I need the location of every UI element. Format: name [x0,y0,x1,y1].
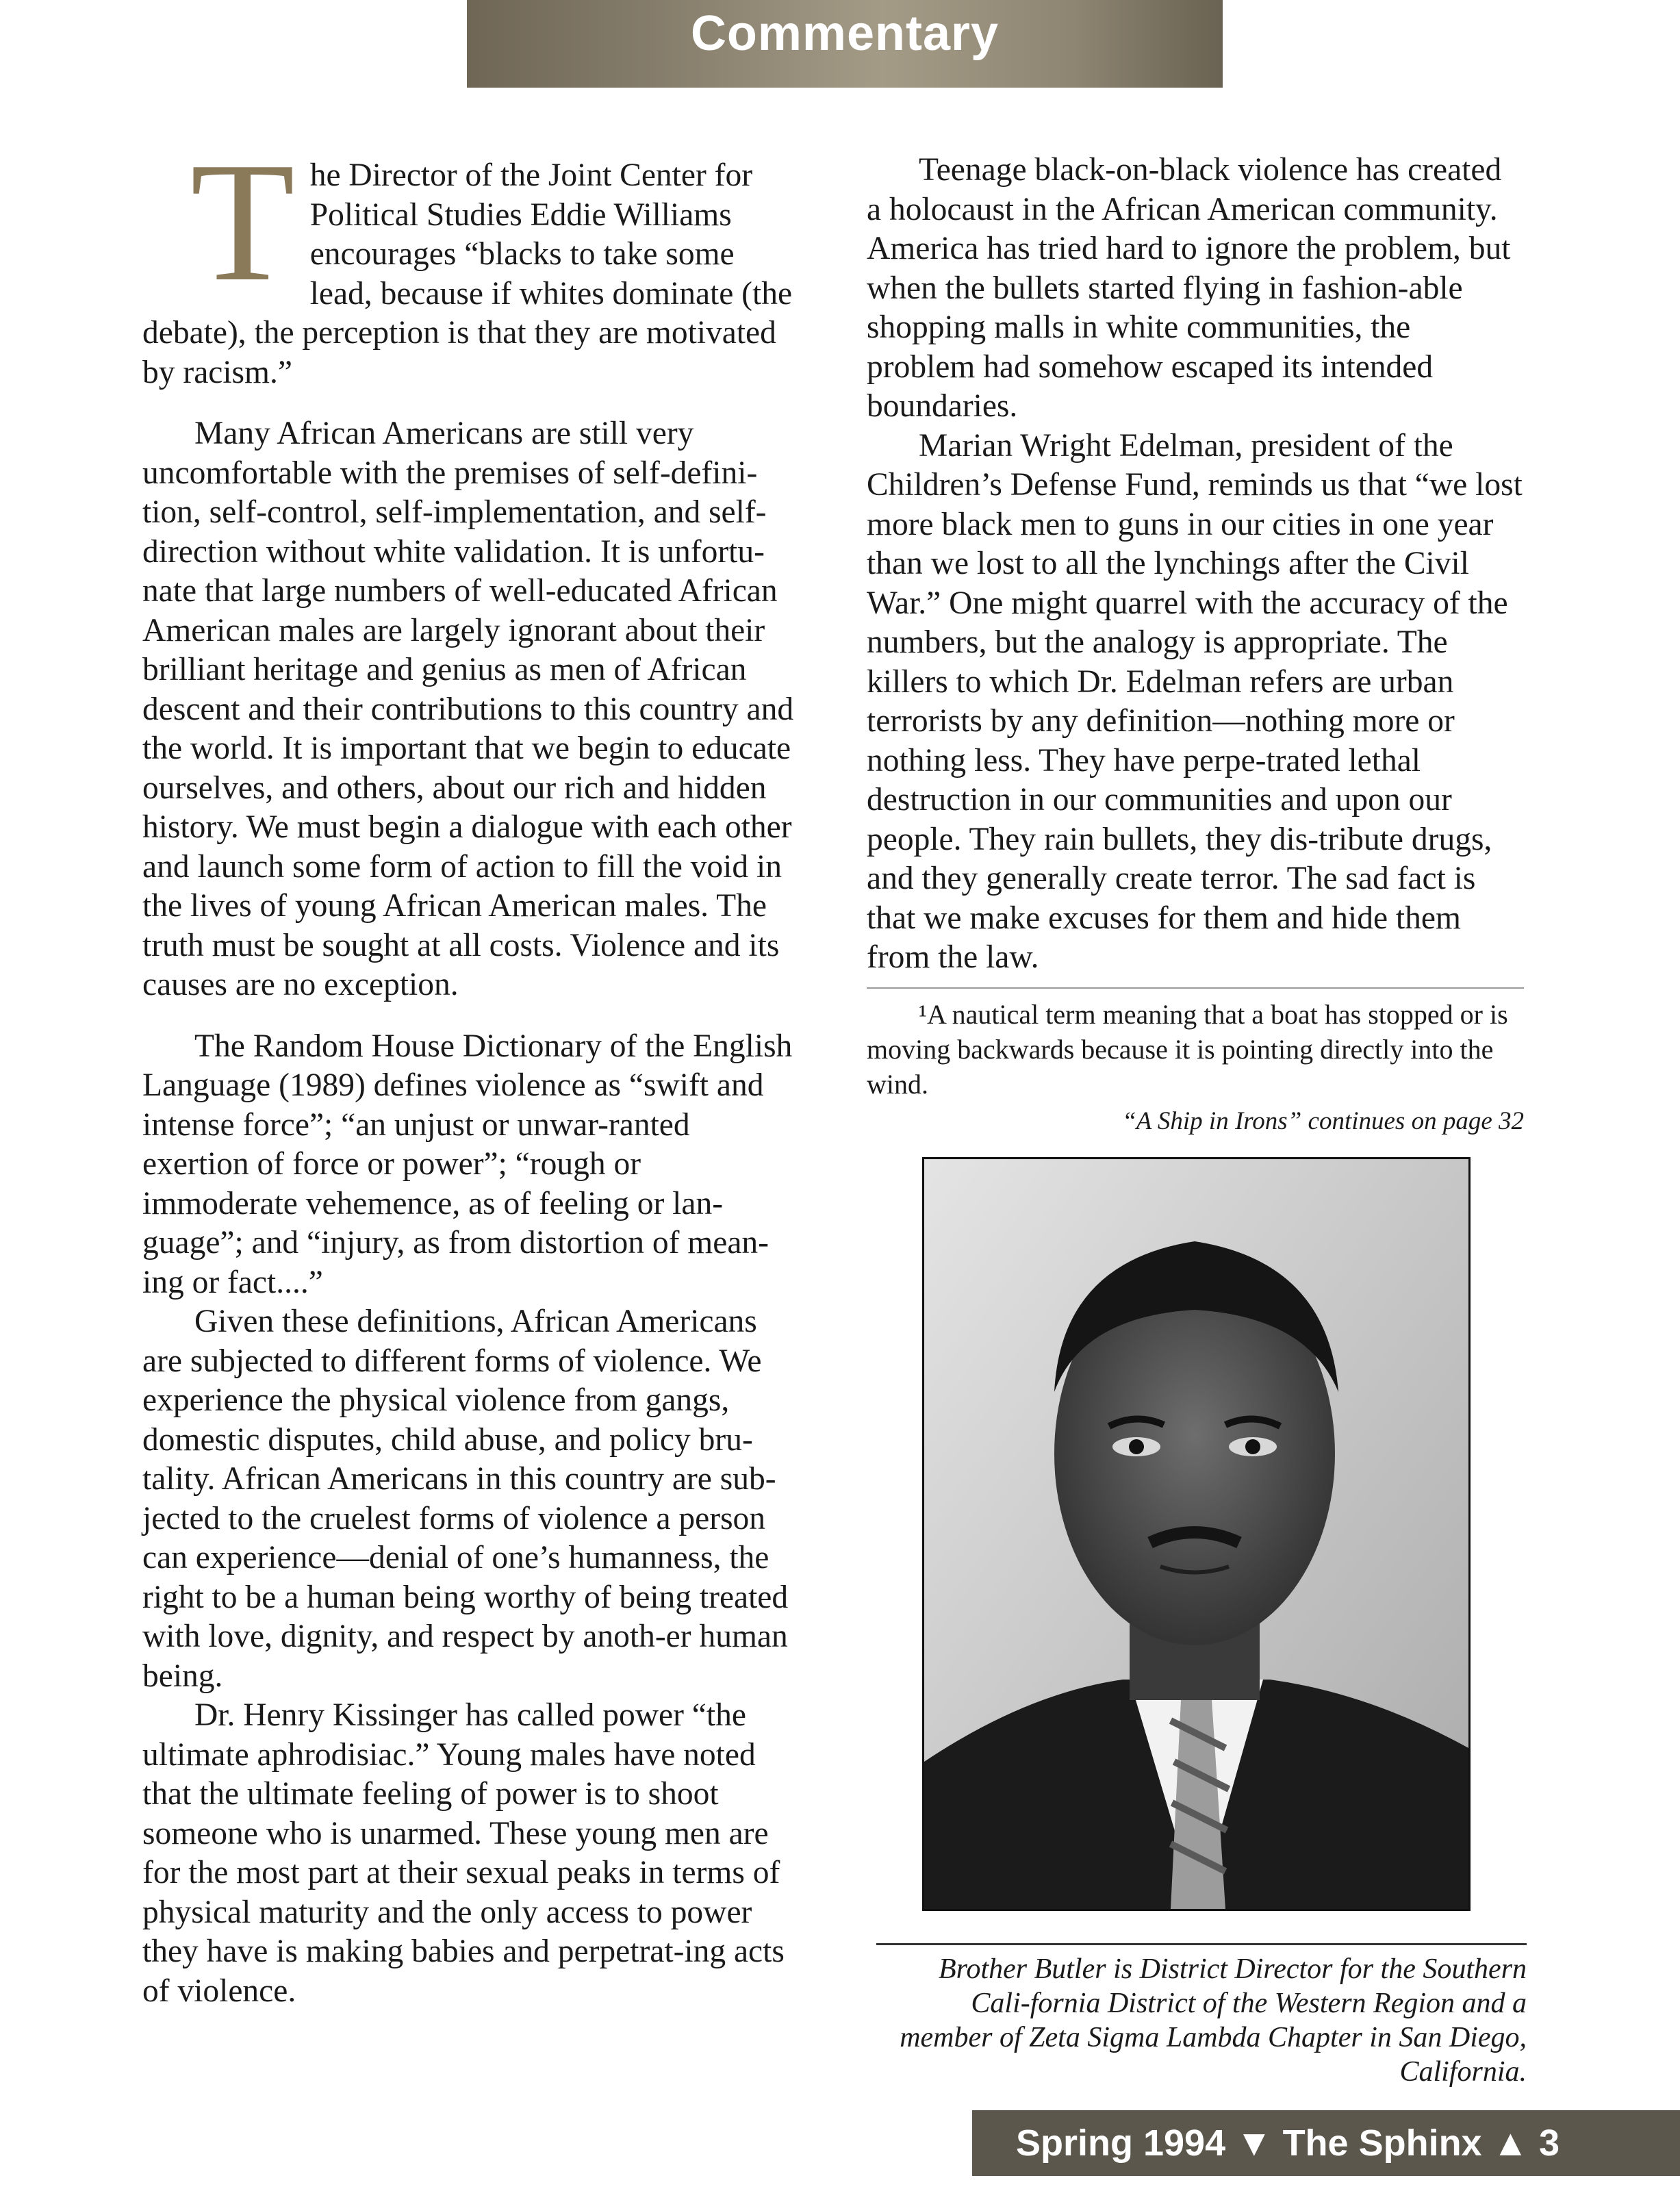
photo-caption: Brother Butler is District Director for the Southern Cali-fornia District of the Western Region and a member of Zeta Sigma Lambda Chapter in San Diego, California. [876,1943,1527,2089]
paragraph: Given these definitions, African Americans are subjected to different forms of violence. We experience the physical violence from gangs, domestic disputes, child abuse, and policy bru-tality. African Americans in this country are sub-jected to the cruelest forms of violence a person can experience—denial of one’s humanness, the right to be a human being worthy of being treated with love, dignity, and respect by anoth-er human being. [142,1304,789,1694]
left-column [142,127,800,2011]
right-column [867,151,1524,1141]
lead-paragraph-text: he Director of the Joint Center for Political Studies Eddie Williams encourages “blacks to take some lead, because if whites dominate (the debate), the perception is that they are motivated by racism.” [142,157,793,390]
footer-text: Spring 1994 ▼ The Sphinx ▲ 3 [1016,2123,1560,2164]
paragraph: Marian Wright Edelman, president of the Children’s Defense Fund, reminds us that “we lost more black men to guns in our cities in one year than we lost to all the lynchings after the Civil War.” One might quarrel with the accuracy of the numbers, but the analogy is appropriate. The killers to which Dr. Edelman refers are urban terrorists by any definition—nothing more or nothing less. They have perpe-trated lethal destruction in our communities and upon our people. They rain bullets, they dis-tribute drugs, and they generally create terror. The sad fact is that we make excuses for them and hide them from the law. [867,427,1523,975]
lead-paragraph [142,127,800,392]
paragraph: Teenage black-on-black violence has created a holocaust in the African American community. America has tried hard to ignore the problem, but when the bullets started flying in fashion-able shopping malls in white communities, the problem had somehow escaped its intended boundaries. [867,152,1511,424]
portrait-illustration [924,1159,1468,1909]
footnote-divider [867,987,1524,989]
continuation-note: “A Ship in Irons” continues on page 32 [1122,1106,1524,1135]
paragraph: The Random House Dictionary of the English Language (1989) defines violence as “swift and intense force”; “an unjust or unwar-ranted exertion of force or power”; “rough or immoderate vehemence, as of feeling or lan-guage”; and “injury, as from distortion of mean-ing or fact....” [142,1028,793,1300]
footnote: ¹A nautical term meaning that a boat has stopped or is moving backwards because it is pointing directly into the wind. [867,998,1508,1100]
drop-cap: T [190,127,295,317]
section-title: Commentary [690,6,1000,61]
paragraph: Many African Americans are still very uncomfortable with the premises of self-defini-tion, self-control, self-implementation, and self-direction without white validation. It is unfortu-nate that large numbers of well-educated African American males are largely ignorant about their brilliant heritage and genius as men of African descent and their contributions to this country and the world. It is important that we begin to educate ourselves, and others, about our rich and hidden history. We must begin a dialogue with each other and launch some form of action to fill the void in the lives of young African American males. The truth must be sought at all costs. Violence and its causes are no exception. [142,416,794,1002]
author-photo [922,1157,1471,1911]
paragraph: Dr. Henry Kissinger has called power “the ultimate aphrodisiac.” Young males have noted that the ultimate feeling of power is to shoot someone who is unarmed. These young men are for the most part at their sexual peaks in terms of physical maturity and the only access to power they have is making babies and perpetrat-ing acts of violence. [142,1697,785,2009]
page-footer [972,2110,1680,2176]
section-banner [467,0,1223,88]
